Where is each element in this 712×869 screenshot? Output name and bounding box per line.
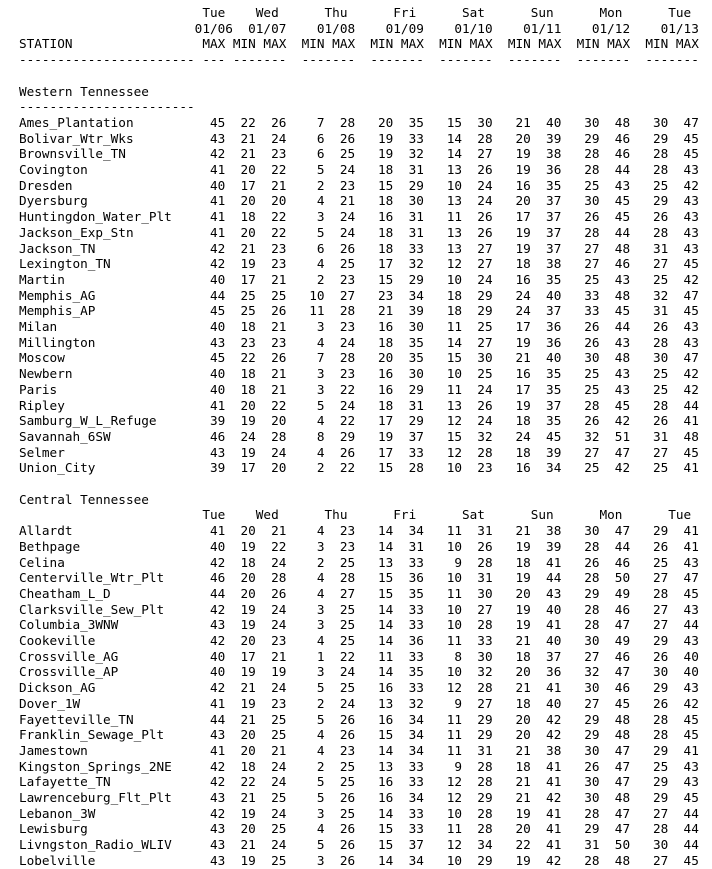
header-dates: 01/06 01/07 01/08 01/09 01/10 01/11 01/12 01/13 <box>19 20 699 36</box>
station-row: Selmer 43 19 24 4 26 17 33 12 28 18 39 27 47 27 45 <box>19 444 699 460</box>
station-row: Millington 43 23 23 4 24 18 35 14 27 19 36 26 43 28 43 <box>19 334 699 350</box>
station-row: Fayetteville_TN 44 21 25 5 26 16 34 11 29 20 42 29 48 28 45 <box>19 711 699 727</box>
station-row: Celina 42 18 24 2 25 13 33 9 28 18 41 26 46 25 43 <box>19 554 699 570</box>
station-row: Jackson_TN 42 21 23 6 26 18 33 13 27 19 37 27 48 31 43 <box>19 240 699 256</box>
station-row: Lewisburg 43 20 25 4 26 15 33 11 28 20 41 29 47 28 44 <box>19 821 699 837</box>
header-divider: ----------------------- --- ------- ------- ------- ------- ------- ------- ------- <box>19 52 699 68</box>
station-row: Martin 40 17 21 2 23 15 29 10 24 16 35 25 43 25 42 <box>19 271 699 287</box>
station-row: Paris 40 18 21 3 22 16 29 11 24 17 35 25 43 25 42 <box>19 381 699 397</box>
station-row: Milan 40 18 21 3 23 16 30 11 25 17 36 26 44 26 43 <box>19 319 699 334</box>
station-row: Kingston_Springs_2NE 42 18 24 2 25 13 33 9 28 18 41 26 47 25 43 <box>19 758 699 774</box>
station-row: Lobelville 43 19 25 3 26 14 34 10 29 19 42 28 48 27 45 <box>19 852 699 868</box>
station-row: Dickson_AG 42 21 24 5 25 16 33 12 28 21 41 30 46 29 43 <box>19 680 699 696</box>
station-row: Huntingdon_Water_Plt 41 18 22 3 24 16 31 11 26 17 37 26 45 26 43 <box>19 209 699 225</box>
station-row: Centerville_Wtr_Plt 46 20 28 4 28 15 36 10 31 19 44 28 50 27 47 <box>19 570 699 586</box>
station-row: Livngston_Radio_WLIV 43 21 24 5 26 15 37 12 34 22 41 31 50 30 44 <box>19 837 699 853</box>
station-row: Ames_Plantation 45 22 26 7 28 20 35 15 30 21 40 30 48 30 47 <box>19 114 699 130</box>
section-title: Central Tennessee <box>19 491 149 507</box>
station-row: Moscow 45 22 26 7 28 20 35 15 30 21 40 30 48 30 47 <box>19 350 699 366</box>
station-row: Samburg_W_L_Refuge 39 19 20 4 22 17 29 12 24 18 35 26 42 26 41 <box>19 413 699 429</box>
station-row: Clarksville_Sew_Plt 42 19 24 3 25 14 33 10 27 19 40 28 46 27 43 <box>19 601 699 617</box>
station-row: Bolivar_Wtr_Wks 43 21 24 6 26 19 33 14 28 20 39 29 46 29 45 <box>19 130 699 146</box>
station-row: Jamestown 41 20 21 4 23 14 34 11 31 21 38 30 47 29 41 <box>19 742 699 758</box>
station-row: Dyersburg 41 20 20 4 21 18 30 13 24 20 37 30 45 29 43 <box>19 193 699 209</box>
station-row: Cookeville 42 20 23 4 25 14 36 11 33 21 40 30 49 29 43 <box>19 633 699 648</box>
station-row: Ripley 41 20 22 5 24 18 31 13 26 19 37 28 45 28 44 <box>19 397 699 413</box>
station-row: Columbia_3WNW 43 19 24 3 25 14 33 10 28 19 41 28 47 27 44 <box>19 617 699 633</box>
station-row: Lawrenceburg_Flt_Plt 43 21 25 5 26 16 34 12 29 21 42 30 48 29 45 <box>19 790 699 805</box>
station-row: Crossville_AG 40 17 21 1 22 11 33 8 30 18 37 27 46 26 40 <box>19 648 699 664</box>
station-row: Covington 41 20 22 5 24 18 31 13 26 19 36 28 44 28 43 <box>19 162 699 177</box>
section-day-header: Tue Wed Thu Fri Sat Sun Mon Tue <box>19 507 692 523</box>
station-row: Lebanon_3W 42 19 24 3 25 14 33 10 28 19 41 28 47 27 44 <box>19 805 699 821</box>
section-title: Western Tennessee <box>19 83 149 99</box>
station-row: Memphis_AP 45 25 26 11 28 21 39 18 29 24 37 33 45 31 45 <box>19 303 699 319</box>
header-columns: STATION MAX MIN MAX MIN MAX MIN MAX MIN MAX MIN MAX MIN MAX MIN MAX <box>19 36 699 52</box>
station-row: Dresden 40 17 21 2 23 15 29 10 24 16 35 25 43 25 42 <box>19 177 699 193</box>
section-underline: ----------------------- <box>19 99 195 115</box>
station-row: Memphis_AG 44 25 25 10 27 23 34 18 29 24 40 33 48 32 47 <box>19 287 699 303</box>
station-row: Union_City 39 17 20 2 22 15 28 10 23 16 34 25 42 25 41 <box>19 460 699 476</box>
station-row: Crossville_AP 40 19 19 3 24 14 35 10 32 20 36 32 47 30 40 <box>19 664 699 680</box>
station-row: Savannah_6SW 46 24 28 8 29 19 37 15 32 24 45 32 51 31 48 <box>19 428 699 444</box>
station-row: Jackson_Exp_Stn 41 20 22 5 24 18 31 13 26 19 37 28 44 28 43 <box>19 224 699 240</box>
station-row: Lafayette_TN 42 22 24 5 25 16 33 12 28 21 41 30 47 29 43 <box>19 774 699 790</box>
station-row: Franklin_Sewage_Plt 43 20 25 4 26 15 34 11 29 20 42 29 48 28 45 <box>19 727 699 743</box>
station-row: Brownsville_TN 42 21 23 6 25 19 32 14 27 19 38 28 46 28 45 <box>19 146 699 162</box>
station-row: Cheatham_L_D 44 20 26 4 27 15 35 11 30 20 43 29 49 28 45 <box>19 585 699 601</box>
station-row: Lexington_TN 42 19 23 4 25 17 32 12 27 18 38 27 46 27 45 <box>19 256 699 272</box>
station-row: Newbern 40 18 21 3 23 16 30 10 25 16 35 25 43 25 42 <box>19 366 699 382</box>
header-days: Tue Wed Thu Fri Sat Sun Mon Tue <box>19 5 692 20</box>
station-row: Bethpage 40 19 22 3 23 14 31 10 26 19 39 28 44 26 41 <box>19 538 699 554</box>
station-row: Allardt 41 20 21 4 23 14 34 11 31 21 38 30 47 29 41 <box>19 523 699 539</box>
station-row: Dover_1W 41 19 23 2 24 13 32 9 27 18 40 27 45 26 42 <box>19 695 699 711</box>
